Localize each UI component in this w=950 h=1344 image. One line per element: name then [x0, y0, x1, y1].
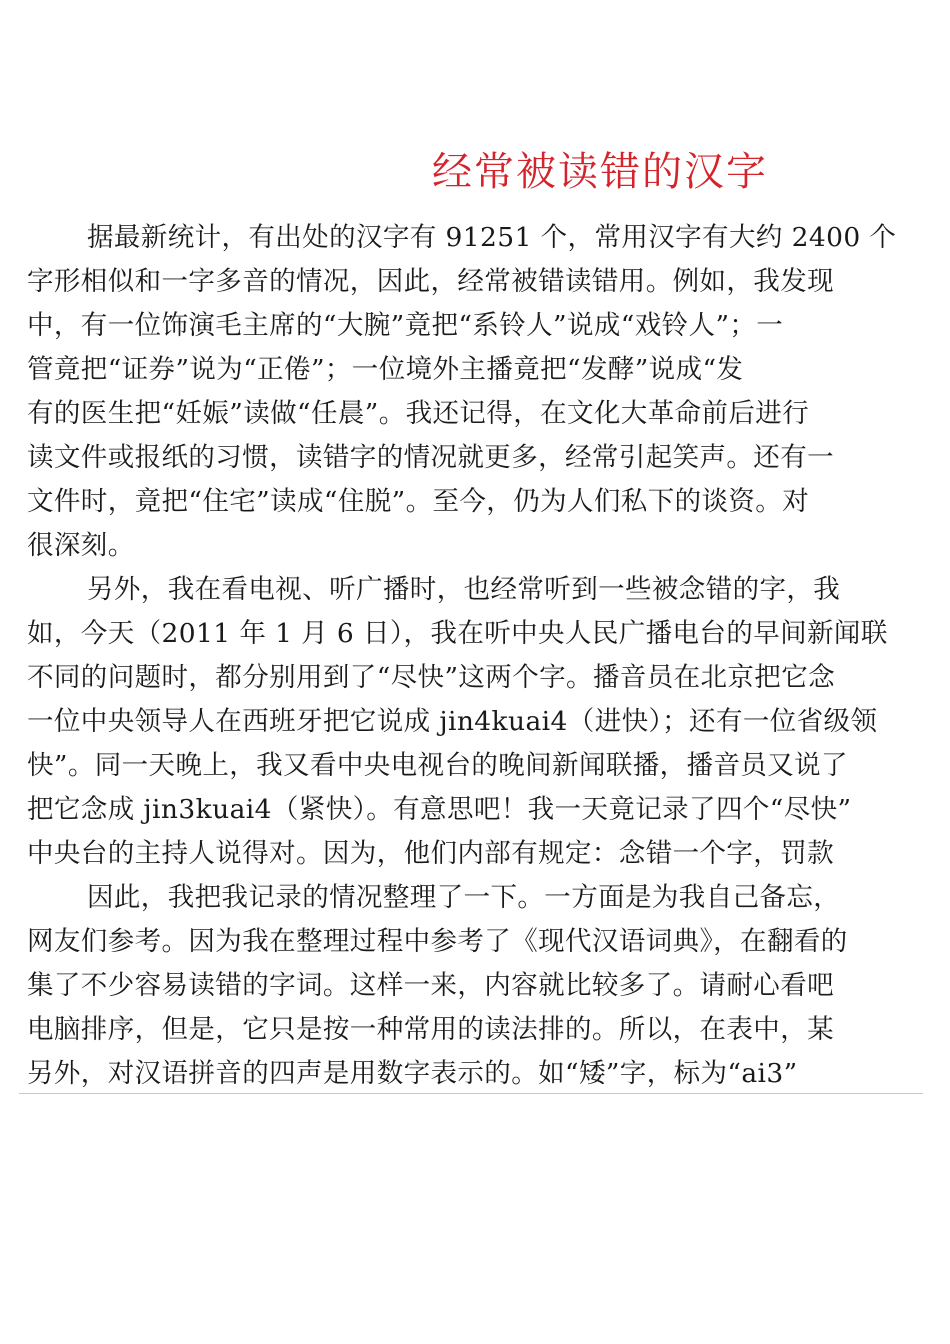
text-line: 快”。同一天晚上，我又看中央电视台的晚间新闻联播，播音员又说了: [27, 750, 848, 781]
text-line: 电脑排序，但是，它只是按一种常用的读法排的。所以，在表中，某: [27, 1014, 834, 1045]
text-line: 中，有一位饰演毛主席的“大腕”竟把“系铃人”说成“戏铃人”；一: [27, 310, 784, 341]
text-line: 中央台的主持人说得对。因为，他们内部有规定：念错一个字，罚款: [27, 838, 834, 869]
text-line: 网友们参考。因为我在整理过程中参考了《现代汉语词典》，在翻看的: [27, 926, 848, 957]
text-line: 很深刻。: [27, 530, 135, 561]
bottom-rule: [19, 1093, 923, 1094]
text-line: 据最新统计，有出处的汉字有 91251 个，常用汉字有大约 2400 个: [87, 222, 897, 253]
text-line: 另外，对汉语拼音的四声是用数字表示的。如“矮”字，标为“ai3”: [27, 1058, 798, 1089]
text-line: 管竟把“证券”说为“正倦”；一位境外主播竟把“发酵”说成“发: [27, 354, 744, 385]
text-line: 不同的问题时，都分别用到了“尽快”这两个字。播音员在北京把它念: [27, 662, 835, 693]
text-line: 读文件或报纸的习惯，读错字的情况就更多，经常引起笑声。还有一: [27, 442, 834, 473]
text-line: 把它念成 jin3kuai4（紧快）。有意思吧！我一天竟记录了四个“尽快”: [27, 794, 852, 825]
page-title: 经常被读错的汉字: [432, 149, 768, 195]
text-line: 有的医生把“妊娠”读做“任晨”。我还记得，在文化大革命前后进行: [27, 398, 810, 429]
article-body: [27, 216, 923, 1094]
text-line: 如，今天（2011 年 1 月 6 日），我在听中央人民广播电台的早间新闻联: [27, 618, 888, 649]
text-line: 另外，我在看电视、听广播时，也经常听到一些被念错的字，我: [87, 574, 841, 605]
text-line: 因此，我把我记录的情况整理了一下。一方面是为我自己备忘，: [87, 882, 841, 913]
text-line: 字形相似和一字多音的情况，因此，经常被错读错用。例如，我发现: [27, 266, 834, 297]
text-line: 文件时，竟把“住宅”读成“住脱”。至今，仍为人们私下的谈资。对: [27, 486, 810, 517]
text-line: 集了不少容易读错的字词。这样一来，内容就比较多了。请耐心看吧: [27, 970, 834, 1001]
text-line: 一位中央领导人在西班牙把它说成 jin4kuai4（进快）；还有一位省级领: [27, 706, 878, 737]
